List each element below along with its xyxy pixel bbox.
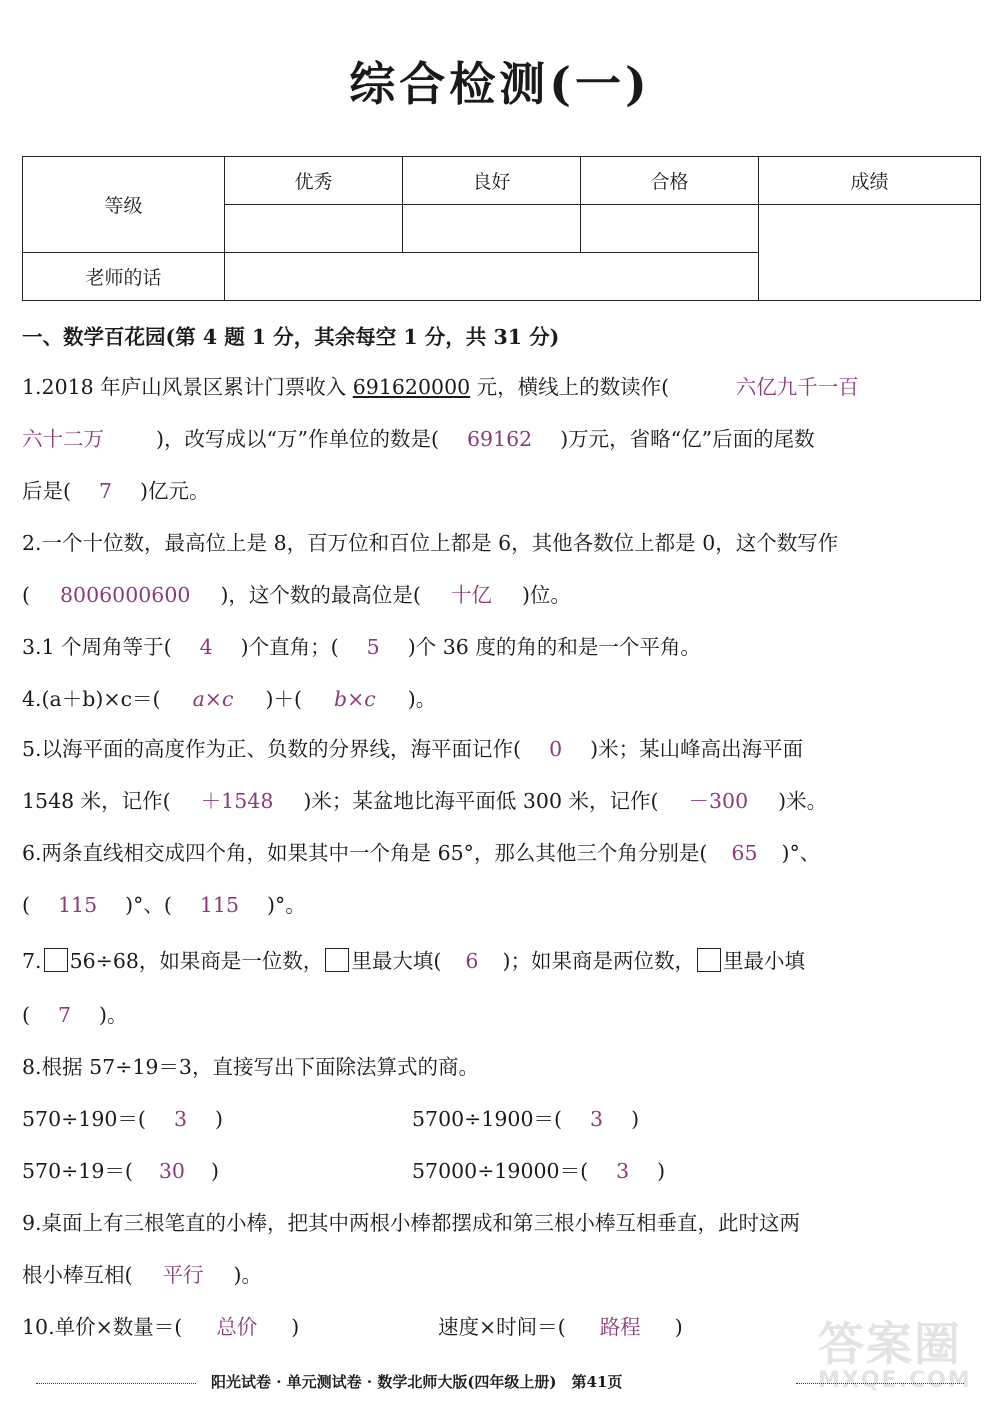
pass-cell[interactable] (581, 205, 759, 253)
teacher-comment-label: 老师的话 (23, 253, 225, 301)
q3-text: )个直角；( (240, 635, 339, 659)
grade-table (22, 156, 981, 301)
q10-answer-2: 路程 (599, 1315, 641, 1339)
q5-answer-3: －300 (688, 789, 749, 813)
q8-answer: 3 (173, 1107, 187, 1131)
q8-row-2-left (22, 1156, 219, 1186)
q5-answer-1: 0 (549, 737, 563, 761)
q8-answer: 30 (158, 1159, 185, 1183)
question-10-left (22, 1312, 299, 1342)
q8-text: 570÷19＝( (22, 1159, 133, 1183)
excellent-header: 优秀 (225, 157, 403, 205)
q4-answer-1: a×c (192, 687, 234, 711)
question-6-line-2 (22, 890, 306, 920)
footer-divider-right (796, 1383, 964, 1384)
q6-text: )°、 (781, 841, 821, 865)
footer-text: 阳光试卷 · 单元测试卷 · 数学北师大版(四年级上册) 第41页 (211, 1373, 623, 1391)
good-header: 良好 (403, 157, 581, 205)
q1-text: 元，横线上的数读作( (470, 375, 670, 399)
blank-box[interactable] (325, 948, 349, 972)
q2-answer-1: 8006000600 (60, 583, 191, 607)
question-2-line-1: 2.一个十位数，最高位上是 8，百万位和百位上都是 6，其他各数位上都是 0，这个数写作 (22, 531, 839, 555)
q7-text: ( (22, 1003, 30, 1027)
q1-answer-3: 7 (99, 479, 113, 503)
q2-text: )位。 (521, 583, 571, 607)
q6-answer-3: 115 (199, 893, 240, 917)
q4-answer-2: b×c (333, 687, 376, 711)
q8-answer: 3 (616, 1159, 630, 1183)
question-4 (22, 684, 436, 714)
q9-text: )。 (233, 1263, 262, 1287)
q2-answer-2: 十亿 (450, 583, 492, 607)
question-1-line-3 (22, 476, 210, 506)
q3-answer-2: 5 (366, 635, 380, 659)
q1-text: )万元，省略“亿”后面的尾数 (560, 427, 815, 451)
q6-answer-2: 115 (58, 893, 98, 917)
q5-text: )米；某山峰高出海平面 (590, 737, 804, 761)
q1-answer-1-cont: 六十二万 (22, 427, 104, 451)
pass-header: 合格 (581, 157, 759, 205)
q4-text: )。 (407, 687, 437, 711)
q10-answer-1: 总价 (216, 1315, 258, 1339)
q6-text: 6.两条直线相交成四个角，如果其中一个角是 65°，那么其他三个角分别是( (22, 841, 708, 865)
q3-answer-1: 4 (199, 635, 213, 659)
question-7-line-2 (22, 1000, 128, 1030)
q7-text: 里最大填( (351, 949, 442, 973)
q7-text: 56÷68，如果商是一位数， (69, 949, 324, 973)
q6-text: ( (22, 893, 30, 917)
excellent-cell[interactable] (225, 205, 403, 253)
question-5-line-2 (22, 786, 827, 816)
q10-text: 速度×时间＝( (438, 1315, 566, 1339)
q7-answer-2: 7 (58, 1003, 72, 1027)
q2-text: )，这个数的最高位是( (220, 583, 421, 607)
question-8: 8.根据 57÷19＝3，直接写出下面除法算式的商。 (22, 1055, 479, 1079)
score-header: 成绩 (759, 157, 981, 205)
q1-text: 1.2018 年庐山风景区累计门票收入 (22, 375, 353, 399)
q8-text: ) (631, 1107, 640, 1131)
page-footer (36, 1371, 964, 1397)
q8-text: ) (210, 1159, 219, 1183)
q8-text: ) (214, 1107, 223, 1131)
q5-text: )米。 (778, 789, 828, 813)
q8-text: ) (657, 1159, 666, 1183)
q6-text: )°、( (125, 893, 172, 917)
watermark-top: 答案圈 (818, 1317, 962, 1371)
q1-answer-1: 六亿九千一百 (735, 375, 859, 399)
q1-text: 后是( (22, 479, 71, 503)
question-3 (22, 632, 701, 662)
question-10-right (438, 1312, 683, 1342)
q8-text: 57000÷19000＝( (412, 1159, 589, 1183)
q6-text: )°。 (267, 893, 306, 917)
q1-text: )，改写成以“万”作单位的数是( (156, 427, 439, 451)
level-label: 等级 (23, 157, 225, 253)
q3-text: 3.1 个周角等于( (22, 635, 172, 659)
question-5-line-1 (22, 734, 803, 764)
question-1-line-1 (22, 372, 859, 402)
q5-text: 1548 米，记作( (22, 789, 171, 813)
question-6-line-1 (22, 838, 820, 868)
question-1-line-2 (22, 424, 815, 454)
question-2-line-2 (22, 580, 571, 610)
q2-text: ( (22, 583, 30, 607)
score-cell[interactable] (759, 205, 981, 301)
q5-answer-2: ＋1548 (200, 789, 274, 813)
teacher-comment-cell[interactable] (225, 253, 759, 301)
q8-row-1-left (22, 1104, 223, 1134)
q10-text: 10.单价×数量＝( (22, 1315, 183, 1339)
footer-divider-left (36, 1383, 196, 1384)
q7-text: 7. (22, 949, 42, 973)
q7-text: )；如果商是两位数， (502, 949, 695, 973)
q8-row-1-right (412, 1104, 639, 1134)
q8-text: 5700÷1900＝( (412, 1107, 563, 1131)
q1-answer-2: 69162 (466, 427, 533, 451)
q3-text: )个 36 度的角的和是一个平角。 (407, 635, 701, 659)
q7-answer-1: 6 (465, 949, 479, 973)
q6-answer-1: 65 (731, 841, 758, 865)
q5-text: 5.以海平面的高度作为正、负数的分界线，海平面记作( (22, 737, 522, 761)
question-7-line-1 (22, 946, 805, 976)
good-cell[interactable] (403, 205, 581, 253)
q10-text: ) (291, 1315, 300, 1339)
blank-box[interactable] (697, 948, 721, 972)
q7-text: 里最小填 (722, 949, 805, 973)
q9-answer-1: 平行 (162, 1263, 204, 1287)
q5-text: )米；某盆地比海平面低 300 米，记作( (303, 789, 659, 813)
q8-text: 570÷190＝( (22, 1107, 146, 1131)
q7-text: )。 (99, 1003, 128, 1027)
watermark-bottom: MXQE.COM (818, 1368, 972, 1393)
page-title: 综合检测(一) (349, 57, 651, 111)
q4-text: 4.(a＋b)×c＝( (22, 687, 161, 711)
section-heading: 一、数学百花园(第 4 题 1 分，其余每空 1 分，共 31 分) (22, 325, 560, 349)
q1-underlined-number: 691620000 (352, 375, 471, 399)
q1-text: )亿元。 (140, 479, 210, 503)
question-9-line-1: 9.桌面上有三根笔直的小棒，把其中两根小棒都摆成和第三根小棒互相垂直，此时这两 (22, 1211, 801, 1235)
q8-answer: 3 (590, 1107, 604, 1131)
q4-text: )＋( (265, 687, 302, 711)
blank-box[interactable] (44, 948, 68, 972)
question-9-line-2 (22, 1260, 262, 1290)
q10-text: ) (674, 1315, 683, 1339)
q9-text: 根小棒互相( (22, 1263, 133, 1287)
q8-row-2-right (412, 1156, 665, 1186)
